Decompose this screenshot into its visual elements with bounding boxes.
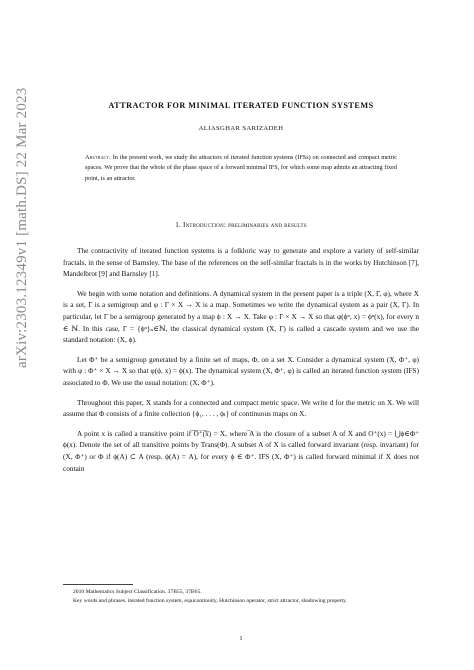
footnote: 2010 Mathematics Subject Classification. 37B55, 37B65. (73, 589, 202, 595)
body-text (63, 245, 419, 482)
paragraph: Let Φ⁺ be a semigroup generated by a finite set of maps, Φ, on a set X. Consider a dynamical system (X, Φ⁺, φ) with φ : Φ⁺ × X → X so that φ(ϕ, x) = ϕ(x). The dynamical system (X, Φ⁺, φ) is called an iterated function system (IFS) associated to Φ. We use the usual notation: (X, Φ⁺). (63, 354, 419, 387)
paragraph: We begin with some notation and definitions. A dynamical system in the present paper is a triple (X, Γ, φ), where X is a set, Γ is a semigroup and φ : Γ × X → X is a map. Sometimes we write the dynamical system as a pair (X, Γ). In particular, let Γ be a semigroup generated by a map ϕ : X → X. Take φ : Γ × X → X so that φ(ϕⁿ, x) = ϕⁿ(x), for every n ∈ ℕ. In this case, Γ = {ϕⁿ}ₙ∈ℕ, the classical dynamical system (X, Γ) is called a cascade system and we use the standard notation: (X, ϕ). (63, 288, 419, 345)
footnotes (63, 588, 419, 605)
abstract (85, 153, 397, 184)
section-heading: 1. Introduction: preliminaries and results (175, 221, 307, 229)
paper-author: ALIASGHAR SARIZADEH (198, 125, 284, 132)
abstract-text: In the present work, we study the attractors of iterated function systems (IFSs) on connected and compact metric spaces. We prove that the whole of the phase space of a forward minimal IFS, for which some map admits an attracting fixed point, is an attractor. (85, 154, 398, 182)
abstract-label: Abstract. (85, 154, 111, 161)
page-number: 1 (239, 635, 243, 642)
paragraph: Throughout this paper, X stands for a connected and compact metric space. We write d for the metric on X. We will assume that Φ consists of a finite collection {ϕ₁, . . . , ϕₗ} of continuous maps on X. (63, 397, 419, 419)
paragraph: The contractivity of iterated function systems is a folkloric way to generate and explore a variety of self-similar fractals, in the sense of Barnsley. The base of the references on the self-similar fractals is in the works by Hutchinson [7], Mandelbrot [9] and Barnsley [1]. (63, 246, 419, 279)
footnote: Key words and phrases. iterated function system, equicontinuity, Hutchinson operator, strict attractor, shadowing property. (73, 597, 347, 604)
arxiv-identifier-stamp: arXiv:2303.12349v1 [math.DS] 22 Mar 2023 (14, 87, 30, 368)
footnote-rule (63, 584, 133, 585)
paragraph: A point x is called a transitive point if ̅O̅⁺̅(̅x̅) = X, where ̅A is the closure of a subset A of X and O⁺(x) = ⋃ϕ∈Φ⁺ ϕ(x). Denote the set of all transitive points by Trans(Φ). A subset A of X is called forward invariant (resp. invariant) for (X, Φ⁺) or Φ if ϕ(A) ⊂ A (resp. ϕ(A) = A), for every ϕ ∈ Φ⁺. IFS (X, Φ⁺) is called forward minimal if X does not contain (63, 428, 419, 473)
paper-title: ATTRACTOR FOR MINIMAL ITERATED FUNCTION SYSTEMS (108, 101, 374, 110)
